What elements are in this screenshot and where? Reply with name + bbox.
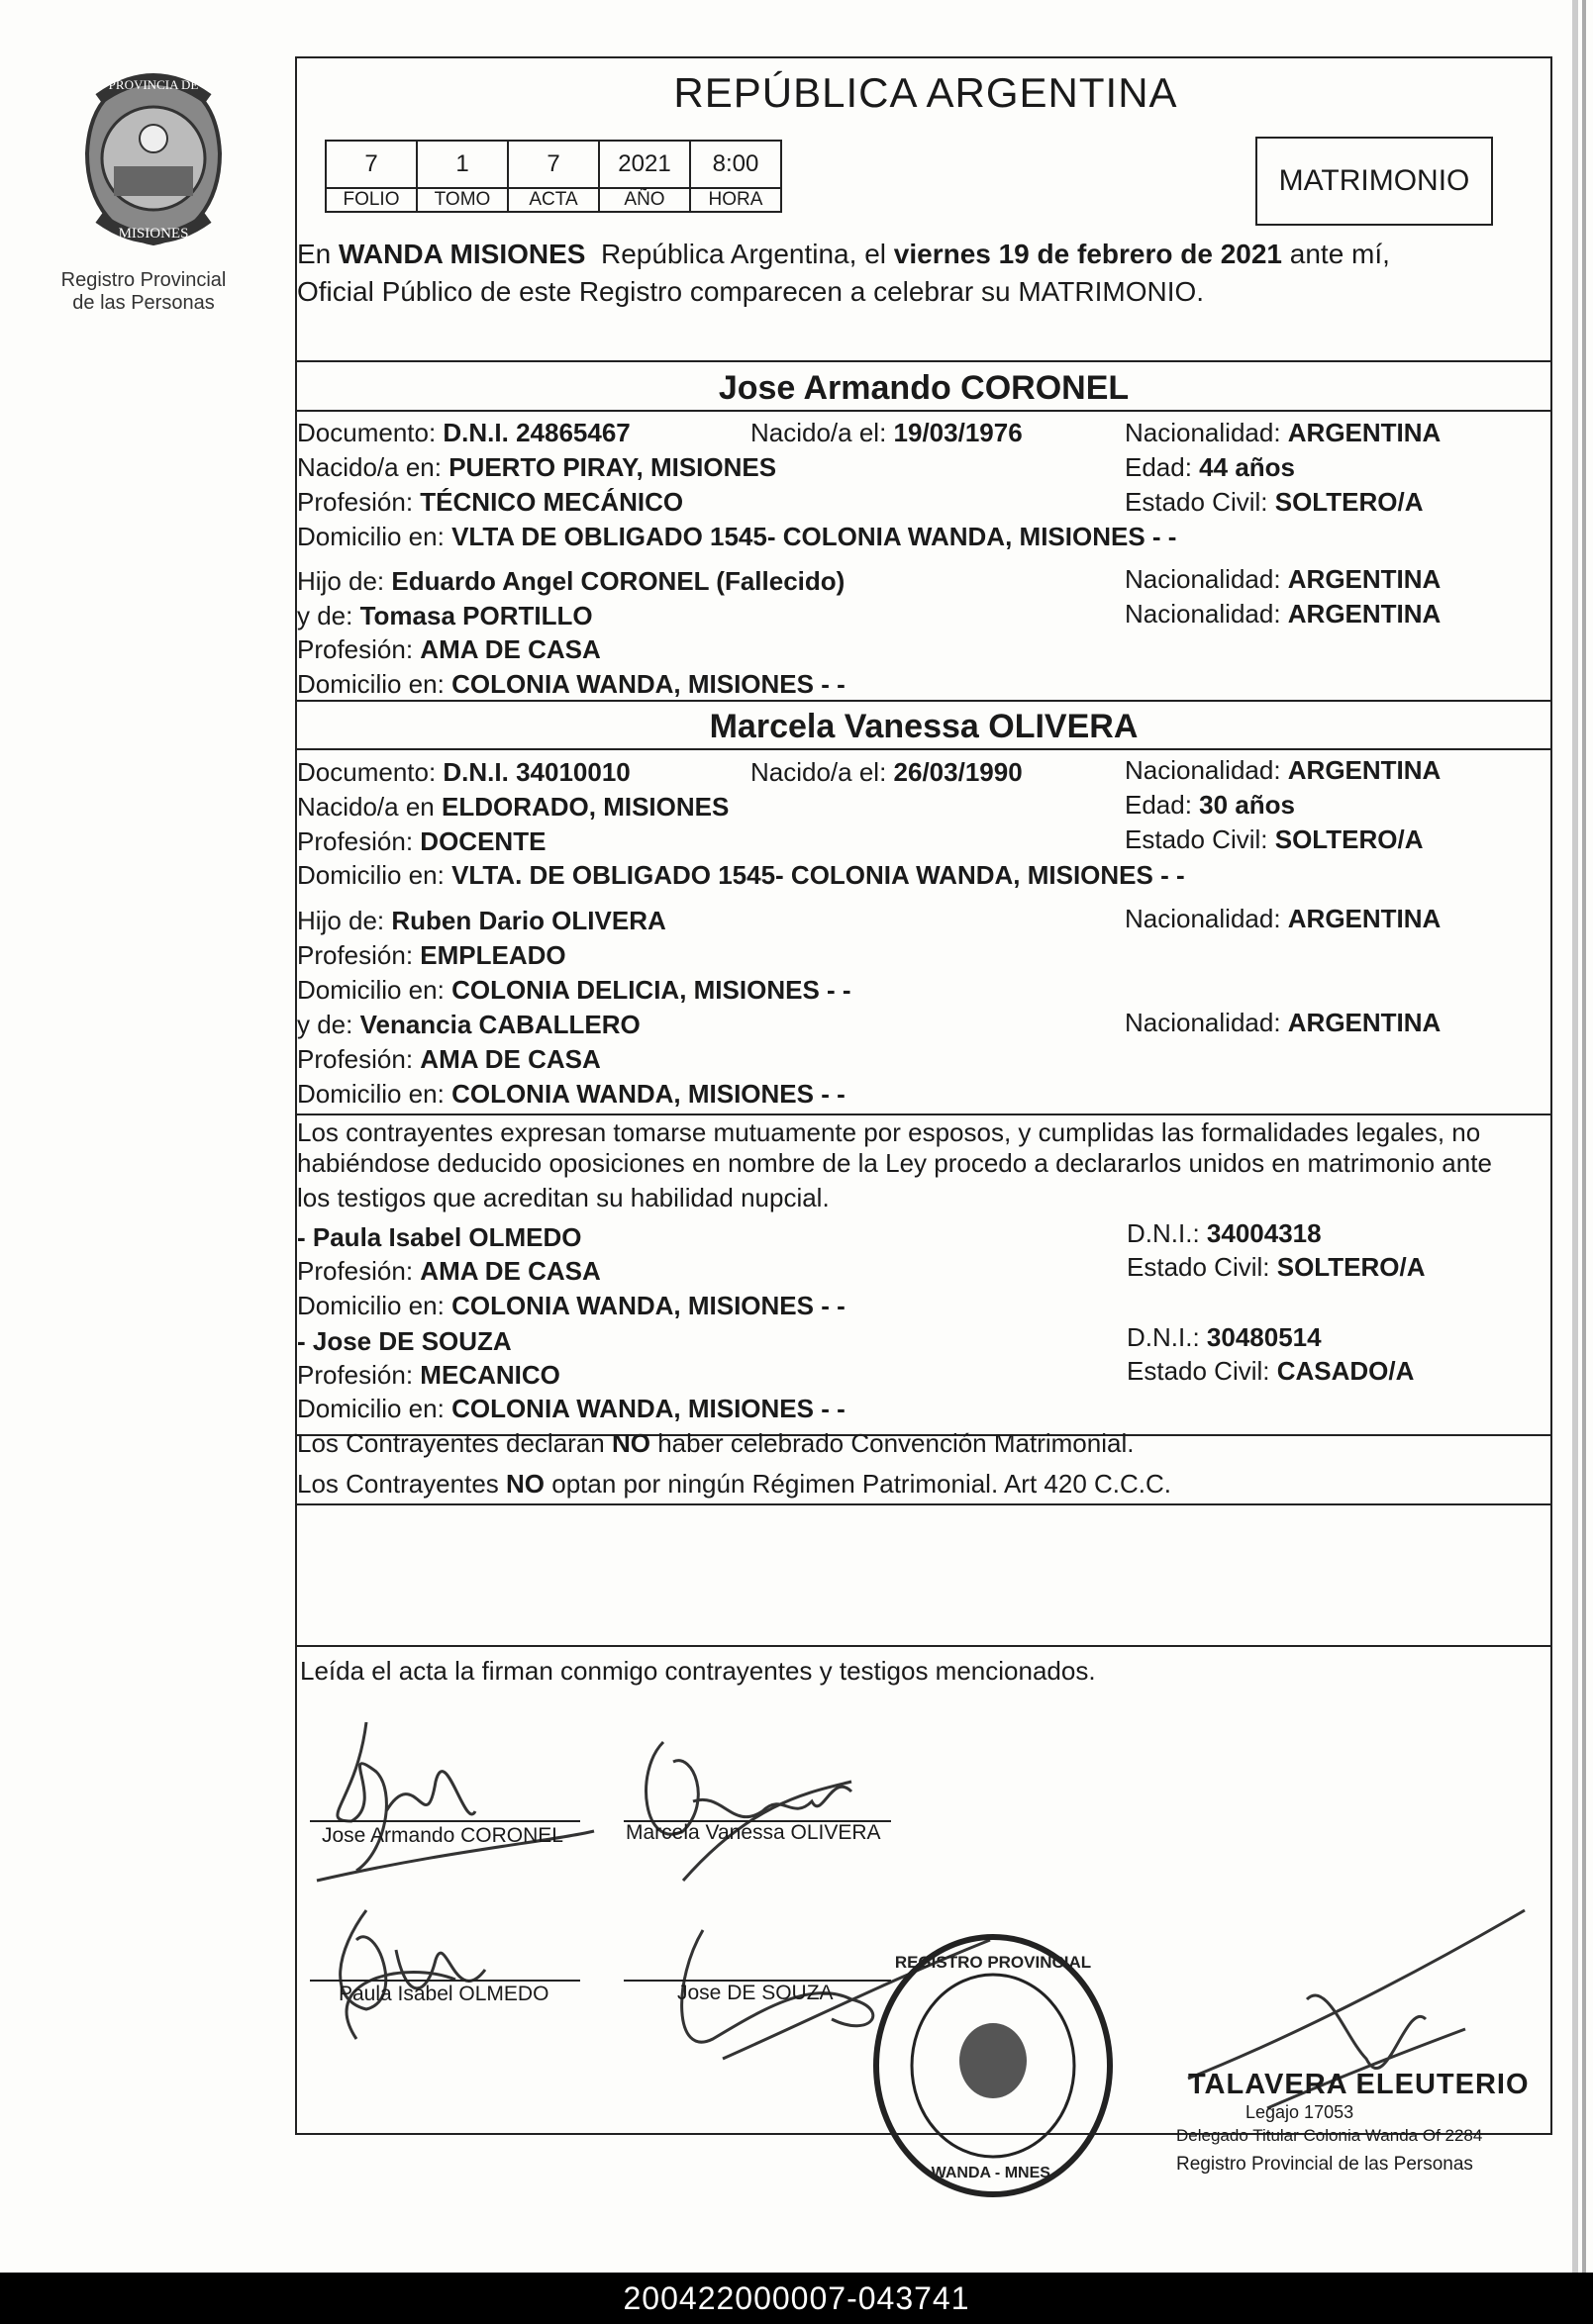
groom-parent-address: Domicilio en: COLONIA WANDA, MISIONES - - [297,669,846,699]
folio-value: 7 [326,141,417,188]
officer-registry: Registro Provincial de las Personas [1176,2154,1473,2175]
registry-caption: Registro Provincial de las Personas [60,269,227,314]
groom-born: Nacido/a el: 19/03/1976 [750,418,1023,447]
divider [297,748,1550,750]
tomo-label: TOMO [417,188,508,212]
bride-age: Edad: 30 años [1125,790,1295,820]
svg-text:PROVINCIA DE: PROVINCIA DE [108,77,199,92]
bride-father-profession: Profesión: EMPLEADO [297,940,566,970]
signature-caption: Paula Isabel OLMEDO [339,1983,549,2005]
divider [297,360,1550,362]
groom-address: Domicilio en: VLTA DE OBLIGADO 1545- COLONIA WANDA, MISIONES - - [297,522,1177,551]
declaration-line: habiéndose deducido oposiciones en nombre de la Ley procedo a declararlos unidos en matrimonio ante [297,1148,1492,1178]
bride-father-nationality: Nacionalidad: ARGENTINA [1125,904,1442,933]
groom-name: Jose Armando CORONEL [718,369,1130,407]
bride-birthplace: Nacido/a en ELDORADO, MISIONES [297,792,730,822]
intro-line-2: Oficial Público de este Registro comparecen a celebrar su MATRIMONIO. [297,276,1205,307]
signature-line [310,1820,580,1822]
declaration-line: Los contrayentes expresan tomarse mutuamente por esposos, y cumplidas las formalidades legales, no [297,1117,1481,1147]
intro-line-1: En WANDA MISIONES República Argentina, el viernes 19 de febrero de 2021 ante mí, [297,239,1390,269]
bride-civil-status: Estado Civil: SOLTERO/A [1125,824,1424,854]
province-seal-logo [69,59,238,287]
acta-label: ACTA [508,188,599,212]
bride-father: Hijo de: Ruben Dario OLIVERA [297,906,666,935]
witness-1-dni: D.N.I.: 34004318 [1127,1218,1322,1248]
witness-2-civil-status: Estado Civil: CASADO/A [1127,1356,1415,1386]
signature-caption: Jose Armando CORONEL [322,1824,563,1847]
svg-text:WANDA - MNES.: WANDA - MNES. [931,2165,1055,2181]
year-value: 2021 [599,141,690,188]
groom-profession: Profesión: TÉCNICO MECÁNICO [297,487,684,517]
page-title: REPÚBLICA ARGENTINA [673,69,1178,116]
document-code-bar: 200422000007-043741 [0,2273,1593,2324]
folio-label: FOLIO [326,188,417,212]
signature-caption: Jose DE SOUZA [677,1982,834,2004]
year-label: AÑO [599,188,690,212]
bride-nationality: Nacionalidad: ARGENTINA [1125,755,1442,785]
hour-value: 8:00 [690,141,781,188]
bride-mother-profession: Profesión: AMA DE CASA [297,1044,601,1074]
signature-line [310,1980,580,1982]
groom-nationality: Nacionalidad: ARGENTINA [1125,418,1442,447]
witness-2-profession: Profesión: MECANICO [297,1360,560,1390]
divider [297,1503,1550,1505]
groom-birthplace: Nacido/a en: PUERTO PIRAY, MISIONES [297,452,777,482]
witness-2-dni: D.N.I.: 30480514 [1127,1322,1322,1352]
officer-role: Delegado Titular Colonia Wanda Of 2284 [1176,2126,1483,2145]
groom-age: Edad: 44 años [1125,452,1295,482]
groom-document: Documento: D.N.I. 24865467 [297,418,631,447]
groom-civil-status: Estado Civil: SOLTERO/A [1125,487,1424,517]
divider [297,410,1550,412]
regime-line-2: Los Contrayentes NO optan por ningún Régimen Patrimonial. Art 420 C.C.C. [297,1469,1172,1499]
witness-1-civil-status: Estado Civil: SOLTERO/A [1127,1252,1426,1282]
act-type-box: MATRIMONIO [1255,137,1493,226]
acta-value: 7 [508,141,599,188]
bride-document: Documento: D.N.I. 34010010 [297,757,631,787]
hour-label: HORA [690,188,781,212]
officer-legajo: Legajo 17053 [1245,2102,1354,2122]
witness-1-name: - Paula Isabel OLMEDO [297,1222,582,1252]
bride-father-address: Domicilio en: COLONIA DELICIA, MISIONES - - [297,975,851,1005]
scan-edge [1560,0,1593,2273]
witness-2-name: - Jose DE SOUZA [297,1326,512,1356]
signature-caption: Marcela Vanessa OLIVERA [626,1821,881,1844]
bride-born: Nacido/a el: 26/03/1990 [750,757,1023,787]
bride-name: Marcela Vanessa OLIVERA [709,708,1139,745]
bride-mother-nationality: Nacionalidad: ARGENTINA [1125,1008,1442,1037]
bride-address: Domicilio en: VLTA. DE OBLIGADO 1545- COLONIA WANDA, MISIONES - - [297,860,1185,890]
witness-2-address: Domicilio en: COLONIA WANDA, MISIONES - - [297,1394,846,1423]
svg-text:REGISTRO PROVINCIAL: REGISTRO PROVINCIAL [894,1953,1092,1972]
witness-1-profession: Profesión: AMA DE CASA [297,1256,601,1286]
registry-stamp [869,1930,1117,2202]
bride-mother-address: Domicilio en: COLONIA WANDA, MISIONES - - [297,1079,846,1109]
closing-text: Leída el acta la firman conmigo contrayentes y testigos mencionados. [300,1656,1096,1686]
bride-profession: Profesión: DOCENTE [297,826,547,856]
tomo-value: 1 [417,141,508,188]
groom-mother: y de: Tomasa PORTILLO [297,601,593,630]
groom-parent-profession: Profesión: AMA DE CASA [297,634,601,664]
witness-1-address: Domicilio en: COLONIA WANDA, MISIONES - - [297,1291,846,1320]
folio-table [325,140,782,213]
officer-name: TALAVERA ELEUTERIO [1188,2069,1530,2100]
groom-father-nationality: Nacionalidad: ARGENTINA [1125,564,1442,594]
svg-text:MISIONES: MISIONES [118,226,189,242]
regime-line-1: Los Contrayentes declaran NO haber celebrado Convención Matrimonial. [297,1428,1135,1458]
groom-father: Hijo de: Eduardo Angel CORONEL (Fallecido) [297,566,846,596]
declaration-line: los testigos que acreditan su habilidad nupcial. [297,1183,830,1212]
divider [297,1645,1550,1647]
bride-mother: y de: Venancia CABALLERO [297,1010,641,1039]
groom-mother-nationality: Nacionalidad: ARGENTINA [1125,599,1442,629]
